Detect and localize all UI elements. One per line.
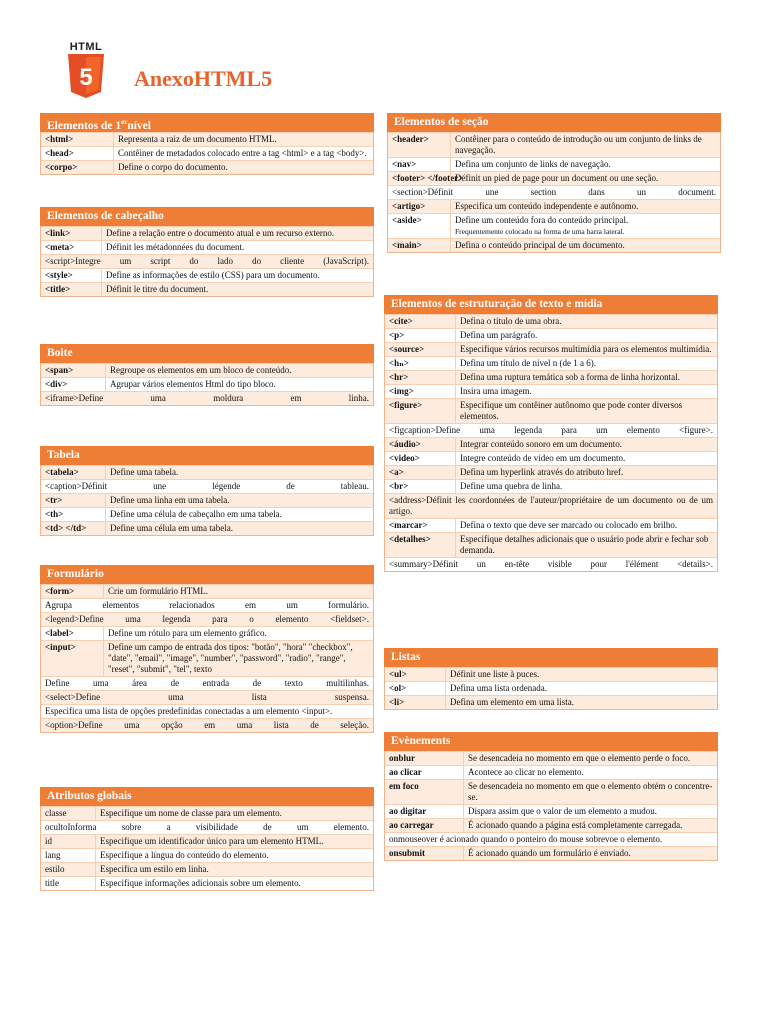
row-description (455, 357, 717, 370)
row-description (463, 752, 717, 765)
table-row (385, 779, 717, 804)
row-description-text: Se desencadeia no momento em que o elemento obtém o concentre-se. (468, 781, 713, 802)
table-row (41, 834, 373, 848)
table-row (388, 171, 720, 185)
table-row (41, 676, 373, 690)
row-text: onmouseover é acionado quando o ponteiro do mouse sobrevoe o elemento. (389, 834, 663, 844)
row-description-text: Define o corpo do documento. (118, 162, 228, 172)
table-row (41, 268, 373, 282)
row-description-text: Defina uma ruptura temática sob a forma de linha horizontal. (460, 372, 680, 382)
table-row (388, 213, 720, 238)
row-description-text: Define um campo de entrada dos tipos: "botão", "hora" "checkbox", "date", "email", "image", "number", "password", "radio", "range", "reset", "submit", "tel", texto (108, 642, 353, 674)
table-row (385, 695, 717, 709)
section-table (40, 446, 374, 536)
row-description-text: Définit un pied de page pour un document ou une seção. (455, 173, 659, 183)
table-row (41, 820, 373, 834)
row-tag: <span> (45, 365, 74, 375)
section-title: Elementos de estruturação de texto e mídia (384, 295, 718, 314)
row-description-text: Defina um hyperlink através do atributo href. (460, 467, 624, 477)
table-row (41, 240, 373, 254)
row-description (101, 241, 373, 254)
row-tag: estilo (45, 864, 65, 874)
table-row (385, 314, 717, 328)
table-row (385, 832, 717, 846)
row-description-text: É acionado quando a página está completamente carregada. (468, 820, 683, 830)
row-tag: lang (45, 850, 61, 860)
table-row (385, 437, 717, 451)
section-first-level (40, 113, 374, 175)
row-tag: <áudio> (389, 439, 421, 449)
row-description-text: Especifique a língua do conteúdo do elemento. (100, 850, 269, 860)
table-row (388, 238, 720, 252)
row-tag: ao clicar (389, 767, 422, 777)
row-tag: <marcar> (389, 520, 428, 530)
table-row (385, 384, 717, 398)
table-row (41, 160, 373, 174)
row-tag: <p> (389, 330, 405, 340)
table-row (41, 226, 373, 240)
row-tag: title (45, 878, 59, 888)
row-tag: <input> (45, 642, 76, 652)
table-row (385, 751, 717, 765)
row-text: Especifica uma lista de opções predefinidas conectadas a um elemento <input>. (45, 706, 333, 716)
table-row (388, 199, 720, 213)
table-row (41, 848, 373, 862)
row-description (103, 585, 373, 598)
row-tag: <style> (45, 270, 73, 280)
row-description-text: Integre conteúdo de vídeo em um documento. (460, 453, 626, 463)
row-description (113, 133, 373, 146)
table-row (41, 690, 373, 704)
row-description (455, 452, 717, 465)
table-row (385, 681, 717, 695)
row-text: <option>Define uma opção em uma lista de seleção. (45, 720, 369, 730)
table-row (41, 132, 373, 146)
row-description-text: Regroupe os elementos em um bloco de conteúdo. (110, 365, 292, 375)
row-description (95, 835, 373, 848)
row-description-text: Define as informações de estilo (CSS) para um documento. (106, 270, 320, 280)
table-row (385, 818, 717, 832)
row-description-text: Dispara assim que o valor de um elemento a mudou. (468, 806, 657, 816)
section-title: Listas (384, 648, 718, 667)
row-tag: <aside> (392, 215, 422, 225)
row-description (103, 627, 373, 640)
row-description (455, 329, 717, 342)
row-tag: <form> (45, 586, 75, 596)
section-title: Elementos de 1ernível (40, 113, 374, 132)
section-global-attributes (40, 787, 374, 891)
table-row (41, 598, 373, 612)
row-text: <caption>Définit une légende de tableau. (45, 481, 369, 491)
section-title: Atributos globais (40, 787, 374, 806)
table-row (41, 146, 373, 160)
row-description-text: É acionado quando um formulário é enviado. (468, 848, 631, 858)
row-tag: <nav> (392, 159, 417, 169)
row-description-text: Contêiner para o conteúdo de introdução ou um conjunto de links de navegação. (455, 134, 702, 155)
row-description (113, 161, 373, 174)
row-tag: <th> (45, 509, 64, 519)
row-tag: onsubmit (389, 848, 426, 858)
row-description-text: Define uma célula de cabeçalho em uma tabela. (110, 509, 282, 519)
row-tag: <ul> (389, 669, 407, 679)
table-row (385, 557, 717, 571)
row-description-text: Defina o texto que deve ser marcado ou colocado em brilho. (460, 520, 678, 530)
row-tag: <tr> (45, 495, 63, 505)
table-row (41, 282, 373, 296)
row-description-text: Définit le titre du document. (106, 284, 209, 294)
table-row (388, 185, 720, 199)
row-tag: <ol> (389, 683, 407, 693)
row-description (105, 494, 373, 507)
row-description (455, 519, 717, 532)
row-description (445, 696, 717, 709)
row-tag: <hr> (389, 372, 409, 382)
row-description (105, 466, 373, 479)
row-tag: <title> (45, 284, 71, 294)
row-tag: <source> (389, 344, 425, 354)
row-description-text: Crie um formulário HTML. (108, 586, 208, 596)
row-note: Frequentemente colocado na forma de uma barra lateral. (455, 227, 625, 236)
row-description (95, 849, 373, 862)
row-description-text: Especifique informações adicionais sobre um elemento. (100, 878, 301, 888)
row-description-text: Especifique um identificador único para um elemento HTML. (100, 836, 324, 846)
row-description-text: Se desencadeia no momento em que o elemento perde o foco. (468, 753, 691, 763)
row-description-text: Define uma linha em uma tabela. (110, 495, 230, 505)
row-description (105, 522, 373, 535)
row-tag: onblur (389, 753, 416, 763)
row-tag: <figure> (389, 400, 423, 410)
row-description-text: Définit les métadonnées du document. (106, 242, 245, 252)
table-row (41, 626, 373, 640)
row-description (450, 239, 720, 252)
logo-digit: 5 (79, 64, 93, 91)
row-description-text: Representa a raiz de um documento HTML. (118, 134, 277, 144)
row-description (101, 283, 373, 296)
row-text: <script>Integre um script do lado do cliente (JavaScript). (45, 256, 369, 266)
row-text: <select>Define uma lista suspensa. (45, 692, 369, 702)
row-description (95, 877, 373, 890)
table-row (41, 718, 373, 732)
row-description (455, 438, 717, 451)
row-tag: <header> (392, 134, 429, 144)
row-description-text: Defina um título de nível n (de 1 a 6). (460, 358, 596, 368)
html5-logo (66, 40, 106, 98)
row-tag: <hₙ> (389, 358, 409, 368)
row-description (463, 805, 717, 818)
row-description-text: Especifica um estilo em linha. (100, 864, 209, 874)
row-description (455, 371, 717, 384)
table-row (41, 876, 373, 890)
row-description-text: Defina um elemento em uma lista. (450, 697, 574, 707)
section-lists (384, 648, 718, 710)
row-description (463, 766, 717, 779)
row-description (101, 227, 373, 240)
row-tag: <main> (392, 240, 422, 250)
table-row (385, 667, 717, 681)
row-description-text: Defina uma lista ordenada. (450, 683, 547, 693)
section-form (40, 565, 374, 733)
table-row (385, 532, 717, 557)
section-title: Boite (40, 344, 374, 363)
row-description-text: Define um rótulo para um elemento gráfico. (108, 628, 267, 638)
section-sectioning (387, 113, 721, 253)
row-description-text: Defina o título de uma obra. (460, 316, 562, 326)
table-row (41, 612, 373, 626)
row-tag: <link> (45, 228, 71, 238)
section-events (384, 732, 718, 861)
row-tag: ao carregar (389, 820, 434, 830)
row-text: <iframe>Define uma moldura em linha. (45, 393, 369, 403)
row-description (463, 819, 717, 832)
row-tag: <label> (45, 628, 74, 638)
table-row (41, 640, 373, 676)
logo-word: HTML (69, 41, 103, 53)
section-boite (40, 344, 374, 406)
row-description (455, 343, 717, 356)
table-row (388, 132, 720, 157)
row-text: <legend>Define uma legenda para o elemento <fieldset>. (45, 614, 369, 624)
row-description-text: Contêiner de metadados colocado entre a tag <html> e a tag <body>. (118, 148, 367, 158)
row-description (450, 158, 720, 171)
row-description-text: Define uma célula em uma tabela. (110, 523, 233, 533)
row-description (95, 807, 373, 820)
table-row (385, 479, 717, 493)
page-title: AnexoHTML5 (134, 66, 273, 91)
row-description-text: Defina um parágrafo. (460, 330, 538, 340)
row-tag: <detalhes> (389, 534, 431, 544)
row-description (450, 200, 720, 213)
row-tag: <td> </td> (45, 523, 87, 533)
row-tag: classe (45, 808, 67, 818)
row-tag: <cite> (389, 316, 413, 326)
row-tag: <tabela> (45, 467, 79, 477)
table-row (385, 493, 717, 518)
row-description (455, 466, 717, 479)
section-text-media (384, 295, 718, 572)
row-description-text: Especifica um conteúdo independente e autônomo. (455, 201, 639, 211)
section-title: Elementos de seção (387, 113, 721, 132)
table-row (385, 465, 717, 479)
row-tag: <html> (45, 134, 74, 144)
row-tag: <meta> (45, 242, 75, 252)
row-description (450, 133, 720, 157)
row-tag: <corpo> (45, 162, 78, 172)
row-tag: <head> (45, 148, 74, 158)
table-row (385, 356, 717, 370)
row-description (95, 863, 373, 876)
row-description (455, 315, 717, 328)
row-description (455, 385, 717, 398)
row-tag: <footer> </footer> (392, 173, 464, 183)
row-tag: <video> (389, 453, 420, 463)
table-row (41, 391, 373, 405)
row-description-text: Defina o conteúdo principal de um documento. (455, 240, 625, 250)
row-description-text: Especifique detalhes adicionais que o usuário pode abrir e fechar sob demanda. (460, 534, 709, 555)
table-row (41, 363, 373, 377)
row-text: <section>Définit une section dans un document. (392, 187, 716, 197)
row-description (105, 364, 373, 377)
row-tag: <artigo> (392, 201, 426, 211)
row-text: Define uma área de entrada de texto multilinhas. (45, 678, 369, 688)
section-title: Formulário (40, 565, 374, 584)
row-description (455, 399, 717, 423)
row-description (455, 533, 717, 557)
row-description-text: Insira uma imagem. (460, 386, 532, 396)
table-row (41, 479, 373, 493)
row-tag: id (45, 836, 53, 846)
row-text: <address>Définit les coordonnées de l'auteur/propriétaire de um documento ou de um artigo. (389, 495, 713, 516)
row-description (105, 508, 373, 521)
row-description (450, 214, 720, 238)
table-row (41, 465, 373, 479)
row-text: <figcaption>Define uma legenda para um elemento <figure>. (389, 425, 713, 435)
row-text: ocultoInforma sobre a visibilidade de um elemento. (45, 822, 369, 832)
row-description (455, 480, 717, 493)
row-description-text: Define uma quebra de linha. (460, 481, 563, 491)
row-tag: <img> (389, 386, 414, 396)
row-description (113, 147, 373, 160)
table-row (41, 493, 373, 507)
section-title: Evènements (384, 732, 718, 751)
row-description (101, 269, 373, 282)
row-description-text: Define uma tabela. (110, 467, 179, 477)
row-description (463, 780, 717, 804)
table-row (41, 377, 373, 391)
section-title: Elementos de cabeçalho (40, 207, 374, 226)
row-description-text: Especifique um nome de classe para um elemento. (100, 808, 282, 818)
table-row (41, 704, 373, 718)
row-description (105, 378, 373, 391)
table-row (41, 584, 373, 598)
row-tag: em foco (389, 781, 419, 791)
table-row (385, 846, 717, 860)
table-row (385, 423, 717, 437)
section-head-elements (40, 207, 374, 297)
row-description-text: Define a relação entre o documento atual e um recurso externo. (106, 228, 335, 238)
table-row (41, 862, 373, 876)
table-row (385, 342, 717, 356)
row-description (445, 668, 717, 681)
row-description-text: Définit une liste à puces. (450, 669, 540, 679)
row-description (450, 172, 720, 185)
table-row (385, 804, 717, 818)
row-text: Agrupa elementos relacionados em um formulário. (45, 600, 369, 610)
row-description (463, 847, 717, 860)
table-row (385, 451, 717, 465)
row-tag: <a> (389, 467, 404, 477)
section-title: Tabela (40, 446, 374, 465)
table-row (385, 370, 717, 384)
table-row (385, 518, 717, 532)
row-description (103, 641, 373, 676)
row-tag: ao digitar (389, 806, 427, 816)
table-row (41, 521, 373, 535)
table-row (385, 328, 717, 342)
table-row (41, 507, 373, 521)
row-description-text: Define um conteúdo fora do conteúdo principal. (455, 215, 629, 225)
row-tag: <div> (45, 379, 68, 389)
row-description-text: Especifique vários recursos multimídia para os elementos multimídia. (460, 344, 712, 354)
row-tag: <li> (389, 697, 405, 707)
row-description-text: Acontece ao clicar no elemento. (468, 767, 584, 777)
row-text: <summary>Définit un en-tête visible pour l'élément <details>. (389, 559, 713, 569)
row-description-text: Defina um conjunto de links de navegação. (455, 159, 611, 169)
row-tag: <br> (389, 481, 409, 491)
table-row (385, 398, 717, 423)
table-row (388, 157, 720, 171)
row-description (445, 682, 717, 695)
table-row (41, 254, 373, 268)
row-description-text: Agrupar vários elementos Html do tipo bloco. (110, 379, 276, 389)
row-description-text: Integrar conteúdo sonoro em um documento. (460, 439, 622, 449)
table-row (385, 765, 717, 779)
row-description-text: Especifique um contêiner autônomo que pode conter diversos elementos. (460, 400, 683, 421)
table-row (41, 806, 373, 820)
html5-shield-icon (66, 54, 106, 98)
